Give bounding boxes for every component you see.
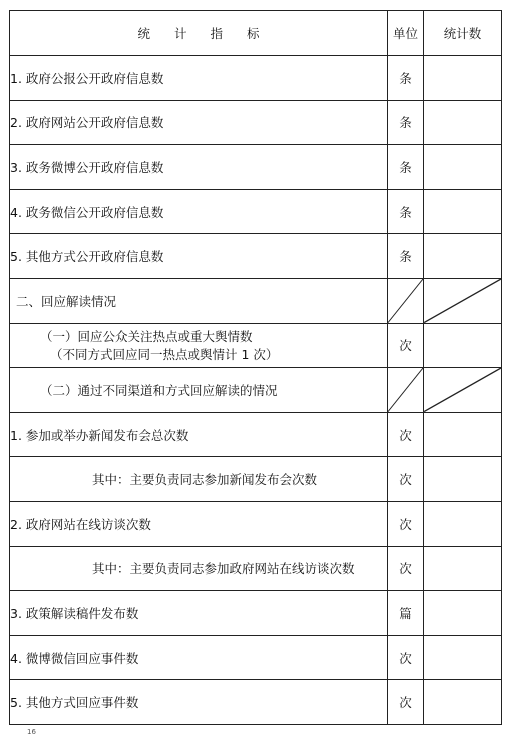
header-count: 统计数	[424, 11, 502, 56]
unit-cell: 次	[388, 457, 424, 502]
count-cell-na	[424, 278, 502, 323]
indicator-label: 1. 参加或举办新闻发布会总次数	[10, 427, 189, 443]
diagonal-slash-icon	[388, 279, 423, 323]
indicator-cell	[10, 635, 388, 680]
count-cell	[424, 412, 502, 457]
indicator-cell	[10, 323, 388, 368]
table-row	[10, 234, 502, 279]
indicator-label: 2. 政府网站在线访谈次数	[10, 516, 151, 532]
table-row	[10, 189, 502, 234]
count-cell	[424, 680, 502, 725]
indicator-label: 3. 政务微博公开政府信息数	[10, 159, 164, 175]
indicator-label: 5. 其他方式回应事件数	[10, 695, 139, 711]
table-row	[10, 546, 502, 591]
count-cell	[424, 189, 502, 234]
unit-cell: 次	[388, 323, 424, 368]
unit-cell: 篇	[388, 591, 424, 636]
header-indicator: 统 计 指 标	[10, 11, 388, 56]
indicator-cell	[10, 234, 388, 279]
unit-cell: 次	[388, 546, 424, 591]
indicator-label: 3. 政策解读稿件发布数	[10, 605, 139, 621]
indicator-label-note: （不同方式回应同一热点或舆情计 1 次）	[50, 347, 279, 363]
indicator-label: （一）回应公众关注热点或重大舆情数	[40, 329, 253, 345]
count-cell-na	[424, 368, 502, 413]
indicator-label: 1. 政府公报公开政府信息数	[10, 70, 164, 86]
unit-cell-na	[388, 368, 424, 413]
unit-cell: 条	[388, 100, 424, 145]
indicator-cell	[10, 100, 388, 145]
indicator-cell	[10, 412, 388, 457]
unit-cell-na	[388, 278, 424, 323]
header-row	[10, 11, 502, 56]
count-cell	[424, 457, 502, 502]
diagonal-slash-icon	[424, 279, 501, 323]
table-row	[10, 635, 502, 680]
indicator-cell	[10, 457, 388, 502]
count-cell	[424, 546, 502, 591]
table-body	[10, 56, 502, 725]
count-cell	[424, 100, 502, 145]
indicator-label: 4. 微博微信回应事件数	[10, 650, 139, 666]
count-cell	[424, 635, 502, 680]
count-cell	[424, 56, 502, 101]
table-row	[10, 278, 502, 323]
diagonal-slash-icon	[424, 368, 501, 412]
unit-cell: 次	[388, 412, 424, 457]
indicator-cell	[10, 56, 388, 101]
indicator-cell	[10, 591, 388, 636]
table-row	[10, 56, 502, 101]
table-row	[10, 680, 502, 725]
table-row	[10, 412, 502, 457]
table-row	[10, 501, 502, 546]
indicator-cell	[10, 501, 388, 546]
indicator-cell	[10, 278, 388, 323]
count-cell	[424, 501, 502, 546]
table-row	[10, 591, 502, 636]
indicator-label: 4. 政务微信公开政府信息数	[10, 204, 164, 220]
table-row	[10, 100, 502, 145]
indicator-label: 5. 其他方式公开政府信息数	[10, 249, 164, 265]
count-cell	[424, 591, 502, 636]
unit-cell: 次	[388, 680, 424, 725]
unit-cell: 次	[388, 501, 424, 546]
indicator-label: 2. 政府网站公开政府信息数	[10, 115, 164, 131]
table-row	[10, 145, 502, 190]
count-cell	[424, 234, 502, 279]
indicator-label: （二）通过不同渠道和方式回应解读的情况	[40, 382, 278, 398]
table-row	[10, 457, 502, 502]
unit-cell: 条	[388, 189, 424, 234]
table-row	[10, 368, 502, 413]
unit-cell: 次	[388, 635, 424, 680]
indicator-label: 其中：主要负责同志参加政府网站在线访谈次数	[92, 561, 355, 577]
indicator-label: 二、回应解读情况	[16, 293, 117, 309]
count-cell	[424, 145, 502, 190]
indicator-cell	[10, 368, 388, 413]
table-row	[10, 323, 502, 368]
unit-cell: 条	[388, 145, 424, 190]
indicator-cell	[10, 680, 388, 725]
page-number: 16	[27, 728, 36, 736]
unit-cell: 条	[388, 234, 424, 279]
header-unit: 单位	[388, 11, 424, 56]
unit-cell: 条	[388, 56, 424, 101]
count-cell	[424, 323, 502, 368]
indicator-label: 其中：主要负责同志参加新闻发布会次数	[92, 472, 318, 488]
statistics-table	[9, 10, 502, 725]
indicator-cell	[10, 189, 388, 234]
indicator-cell	[10, 145, 388, 190]
indicator-cell	[10, 546, 388, 591]
diagonal-slash-icon	[388, 368, 423, 412]
